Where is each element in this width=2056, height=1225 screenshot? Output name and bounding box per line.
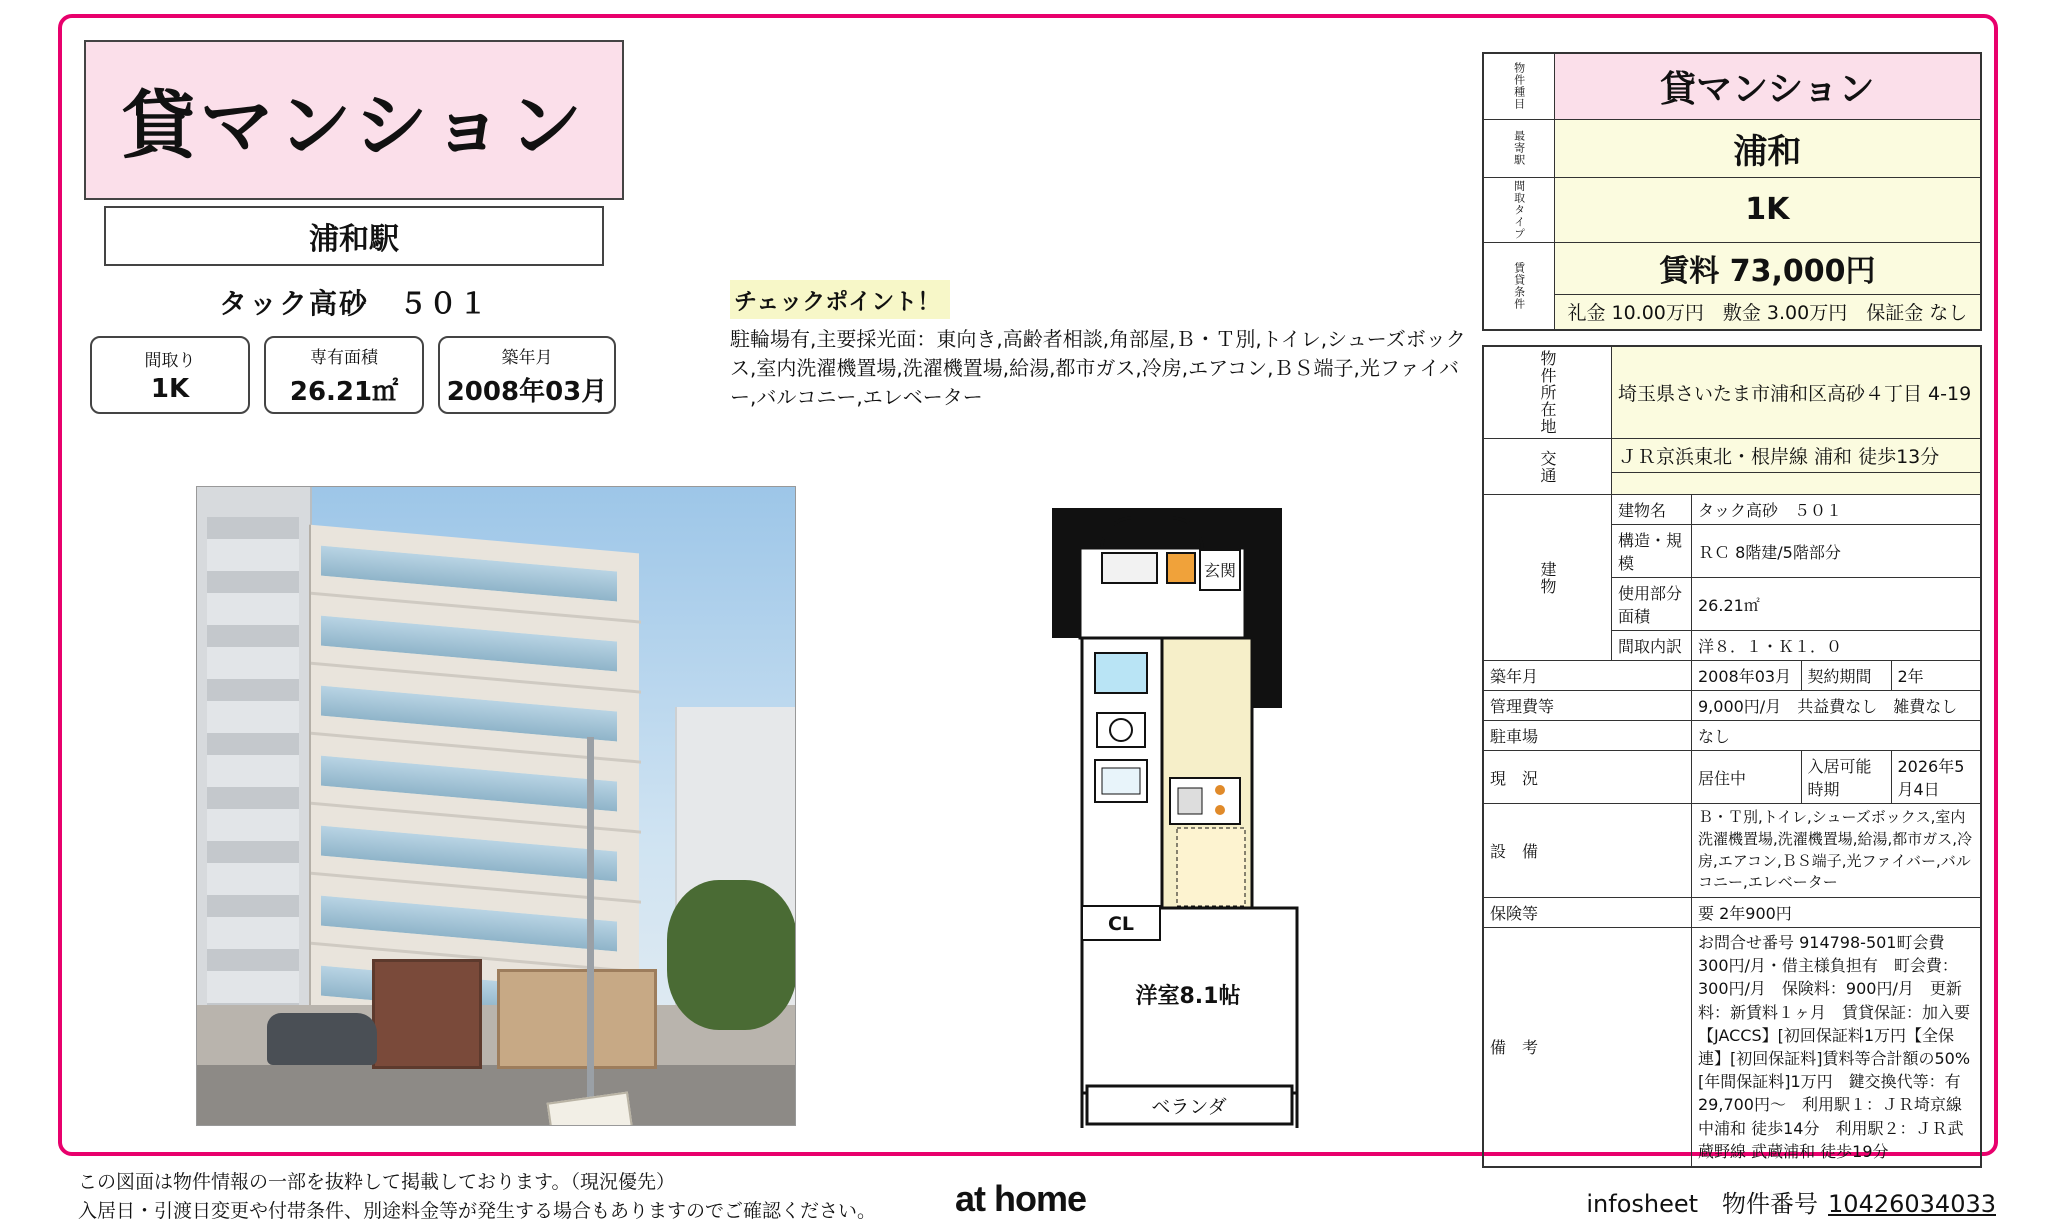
summary-type-label: 物件種目 bbox=[1483, 53, 1554, 119]
detail-bldgname-label: 建物名 bbox=[1612, 495, 1692, 525]
spec-built-value: 2008年03月 bbox=[447, 371, 608, 408]
floor-plan bbox=[952, 498, 1392, 1128]
detail-built-value: 2008年03月 bbox=[1692, 661, 1802, 691]
infosheet-block bbox=[1586, 1184, 1996, 1219]
property-type-title bbox=[84, 40, 624, 200]
detail-row-bldgname bbox=[1483, 495, 1981, 525]
building-name-title: タック高砂 ５０１ bbox=[84, 282, 624, 322]
detail-row-parking bbox=[1483, 721, 1981, 751]
spec-built bbox=[438, 336, 616, 414]
spec-area-value: 26.21㎡ bbox=[290, 371, 398, 408]
detail-bldgname-value: タック高砂 ５０１ bbox=[1692, 495, 1982, 525]
building-photo bbox=[196, 486, 796, 1126]
detail-parking-value: なし bbox=[1692, 721, 1982, 751]
detail-built-label: 築年月 bbox=[1483, 661, 1692, 691]
photo-car bbox=[267, 1013, 377, 1065]
detail-status-label: 現 況 bbox=[1483, 751, 1692, 804]
summary-station-value: 浦和 bbox=[1554, 119, 1981, 177]
athome-logo: at home bbox=[955, 1178, 1086, 1220]
detail-row-access bbox=[1483, 439, 1981, 473]
detail-mgmtfee-value: 9,000円/月 共益費なし 雑費なし bbox=[1692, 691, 1982, 721]
summary-deposit-value: 礼金 10.00万円 敷金 3.00万円 保証金 なし bbox=[1554, 294, 1981, 330]
detail-structure-value: ＲＣ 8階建/5階部分 bbox=[1692, 525, 1982, 578]
detail-row-mgmtfee bbox=[1483, 691, 1981, 721]
infosheet-label: infosheet 物件番号 bbox=[1586, 1190, 1818, 1218]
photo-neighbor-building bbox=[197, 487, 312, 1047]
detail-row-status bbox=[1483, 751, 1981, 804]
summary-row-rent bbox=[1483, 242, 1981, 294]
photo-pole bbox=[587, 737, 594, 1126]
detail-table bbox=[1482, 345, 1982, 1168]
detail-area-value: 26.21㎡ bbox=[1692, 578, 1982, 631]
detail-contract-label: 契約期間 bbox=[1801, 661, 1891, 691]
footer-note-line2: 入居日・引渡日変更や付帯条件、別途料金等が発生する場合もありますのでご確認ください。 bbox=[78, 1197, 876, 1225]
detail-access-label: 交通 bbox=[1483, 439, 1612, 495]
detail-area-label: 使用部分面積 bbox=[1612, 578, 1692, 631]
detail-equipment-label: 設 備 bbox=[1483, 804, 1692, 898]
detail-structure-label: 構造・規模 bbox=[1612, 525, 1692, 578]
detail-contract-value: 2年 bbox=[1891, 661, 1981, 691]
detail-building-label: 建物 bbox=[1483, 495, 1612, 661]
station-title: 浦和駅 bbox=[104, 206, 604, 266]
summary-row-station bbox=[1483, 119, 1981, 177]
right-column bbox=[1482, 52, 1982, 1168]
checkpoint-block bbox=[730, 280, 1470, 412]
spec-row bbox=[84, 336, 684, 414]
detail-access-blank bbox=[1612, 473, 1982, 495]
detail-row-address bbox=[1483, 346, 1981, 439]
summary-type-value: 貸マンション bbox=[1554, 53, 1981, 119]
summary-rent-value: 賃料 73,000円 bbox=[1554, 242, 1981, 294]
spec-built-label: 築年月 bbox=[502, 343, 553, 368]
summary-rentcond-label: 賃貸条件 bbox=[1483, 242, 1554, 330]
photo-entrance bbox=[372, 959, 482, 1069]
spec-madori-label: 間取り bbox=[145, 346, 196, 371]
detail-row-equipment bbox=[1483, 804, 1981, 898]
room-label: 洋室8.1帖 bbox=[1136, 983, 1241, 1009]
detail-parking-label: 駐車場 bbox=[1483, 721, 1692, 751]
photo-tree bbox=[667, 880, 796, 1030]
photo-road bbox=[197, 1065, 795, 1125]
checkpoint-title: チェックポイント！ bbox=[730, 280, 950, 319]
infosheet-number: 10426034033 bbox=[1828, 1190, 1996, 1218]
spec-area bbox=[264, 336, 424, 414]
detail-available-value: 2026年5月4日 bbox=[1891, 751, 1981, 804]
summary-row-type bbox=[1483, 53, 1981, 119]
detail-insurance-value: 要 2年900円 bbox=[1692, 898, 1982, 928]
summary-station-label: 最寄駅 bbox=[1483, 119, 1554, 177]
spec-area-label: 専有面積 bbox=[310, 343, 378, 368]
closet-label: CL bbox=[1108, 913, 1134, 935]
footer-note bbox=[78, 1168, 876, 1225]
detail-access-value: ＪＲ京浜東北・根岸線 浦和 徒歩13分 bbox=[1612, 439, 1982, 473]
summary-row-madori bbox=[1483, 177, 1981, 242]
footer-note-line1: この図面は物件情報の一部を抜粋して掲載しております。（現況優先） bbox=[78, 1168, 876, 1197]
checkpoint-body: 駐輪場有,主要採光面：東向き,高齢者相談,角部屋,Ｂ・Ｔ別,トイレ,シューズボックス,室内洗濯機置場,洗濯機置場,給湯,都市ガス,冷房,エアコン,ＢＳ端子,光ファイバー,バルコニー,エレベーター bbox=[730, 325, 1470, 412]
detail-address-value: 埼玉県さいたま市浦和区高砂４丁目 4-19 bbox=[1612, 346, 1982, 439]
summary-madori-value: 1K bbox=[1554, 177, 1981, 242]
detail-insurance-label: 保険等 bbox=[1483, 898, 1692, 928]
summary-madori-label: 間取タイプ bbox=[1483, 177, 1554, 242]
property-type-text: 貸マンション bbox=[122, 67, 587, 173]
detail-row-insurance bbox=[1483, 898, 1981, 928]
balcony-label: ベランダ bbox=[1151, 1096, 1226, 1118]
photo-garage bbox=[497, 969, 657, 1069]
header-block bbox=[84, 40, 684, 414]
detail-remarks-value: お問合せ番号 914798-501町会費300円/月・借主様負担有 町会費：300円/月 保険料：900円/月 更新料：新賃料１ヶ月 賃貸保証：加入要【JACCS】[初回保証料1万円【全保連】[初回保証料]賃料等合計額の50%[年間保証料]1万円 鍵交換代等：有 29,700円～ 利用駅１：ＪＲ埼京線 中浦和 徒歩14分 利用駅２：ＪＲ武蔵野線 武蔵浦和 徒歩19分 bbox=[1692, 928, 1982, 1167]
detail-remarks-label: 備 考 bbox=[1483, 928, 1692, 1167]
detail-available-label: 入居可能時期 bbox=[1801, 751, 1891, 804]
summary-table bbox=[1482, 52, 1982, 331]
spec-madori bbox=[90, 336, 250, 414]
detail-layout-label: 間取内訳 bbox=[1612, 631, 1692, 661]
detail-row-built bbox=[1483, 661, 1981, 691]
detail-mgmtfee-label: 管理費等 bbox=[1483, 691, 1692, 721]
detail-equipment-value: Ｂ・Ｔ別,トイレ,シューズボックス,室内洗濯機置場,洗濯機置場,給湯,都市ガス,冷房,エアコン,ＢＳ端子,光ファイバー,バルコニー,エレベーター bbox=[1692, 804, 1982, 898]
spec-madori-value: 1K bbox=[151, 374, 189, 404]
flyer-sheet bbox=[58, 14, 1998, 1156]
detail-address-label: 物件所在地 bbox=[1483, 346, 1612, 439]
detail-row-remarks bbox=[1483, 928, 1981, 1167]
summary-row-deposit bbox=[1483, 294, 1981, 330]
detail-status-value: 居住中 bbox=[1692, 751, 1802, 804]
svg-text:玄関: 玄関 bbox=[1204, 561, 1236, 580]
detail-layout-value: 洋８．１・Ｋ１．０ bbox=[1692, 631, 1982, 661]
